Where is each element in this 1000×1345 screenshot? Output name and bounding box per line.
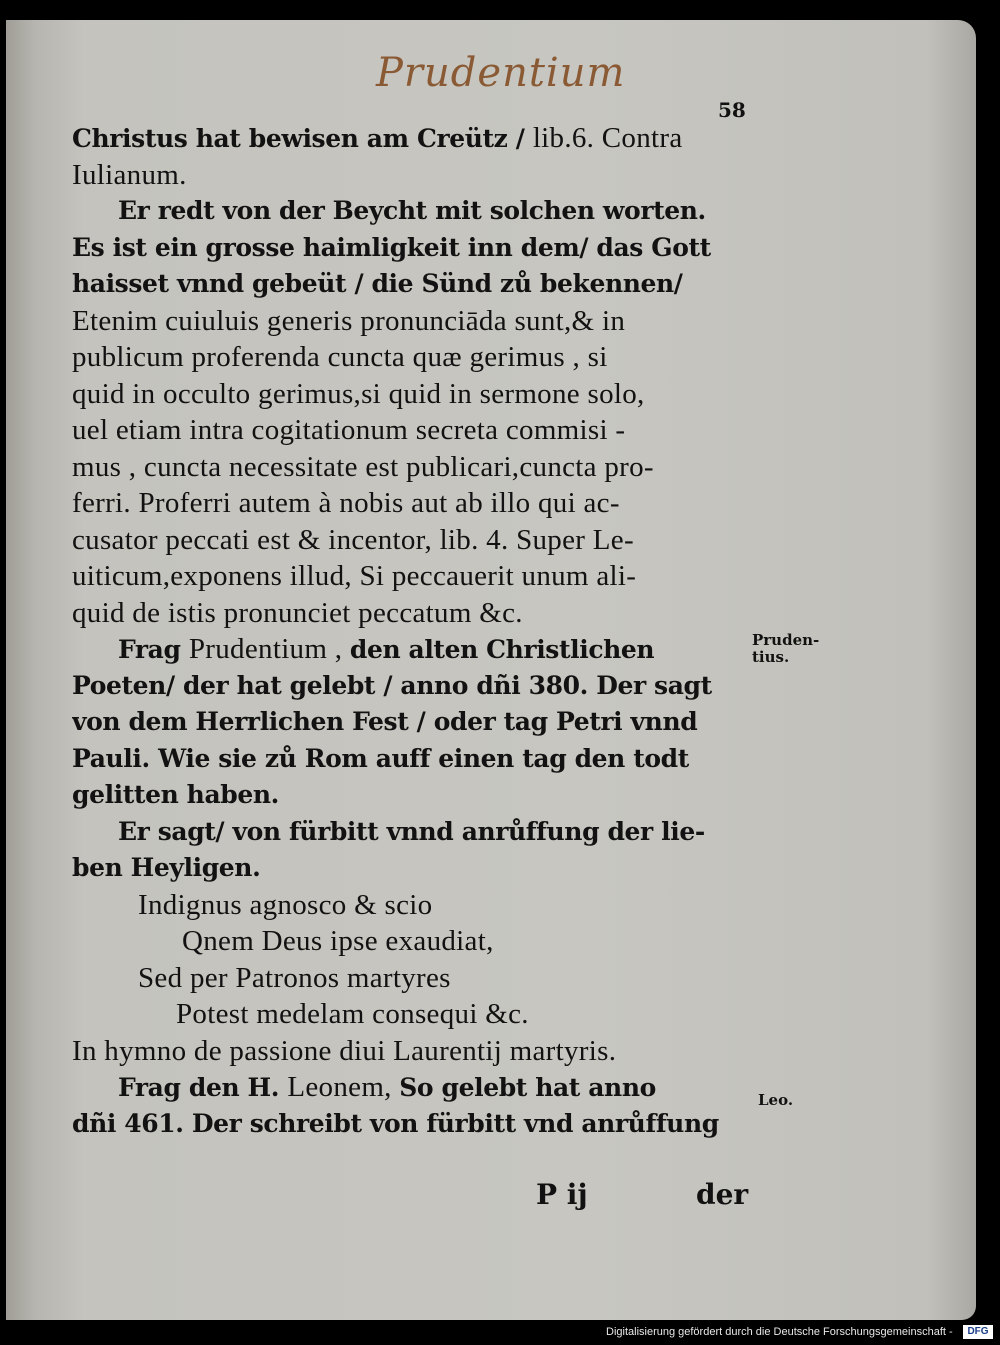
text-line	[72, 741, 762, 778]
latin-segment: In hymno de passione diui Laurentij martyris.	[72, 1034, 617, 1067]
book-page	[6, 20, 976, 1320]
dfg-logo: DFG	[963, 1325, 993, 1339]
latin-segment: quid de istis pronunciet peccatum &c.	[72, 596, 523, 629]
text-line	[72, 814, 762, 851]
text-line	[72, 1069, 762, 1106]
text-line	[72, 1106, 762, 1143]
side-note-prudentius	[752, 632, 819, 666]
blackletter-segment: Er redt von der Beycht mit solchen worten.	[118, 196, 706, 225]
text-line	[72, 777, 762, 814]
text-line	[72, 996, 762, 1033]
latin-segment: Indignus agnosco & scio	[138, 888, 433, 921]
blackletter-segment: Poeten/ der hat gelebt / anno dñi 380. Der sagt	[72, 670, 712, 700]
latin-segment: uiticum,exponens illud, Si peccauerit unum ali-	[72, 560, 637, 592]
text-line	[72, 230, 762, 267]
text-line	[72, 558, 762, 595]
text-line	[72, 960, 762, 997]
text-line	[72, 595, 762, 632]
latin-segment: Sed per Patronos martyres	[138, 961, 451, 994]
signature-mark: P ij	[536, 1178, 588, 1211]
text-line	[72, 631, 762, 668]
text-line	[72, 339, 762, 376]
latin-segment: Qnem Deus ipse exaudiat,	[182, 925, 494, 957]
blackletter-segment: gelitten haben.	[72, 780, 279, 809]
blackletter-segment: Pauli. Wie sie zů Rom auff einen tag den todt	[72, 743, 689, 773]
blackletter-segment: ben Heyligen.	[72, 853, 261, 882]
blackletter-segment: So gelebt hat anno	[399, 1073, 656, 1102]
handwritten-margin-note: Prudentium	[376, 50, 626, 96]
blackletter-segment: Christus hat bewisen am Creütz /	[72, 124, 533, 153]
text-line	[72, 120, 762, 157]
blackletter-segment: Es ist ein grosse haimligkeit inn dem/ das Gott	[72, 232, 711, 262]
latin-segment: Prudentium ,	[188, 633, 350, 665]
text-line	[72, 850, 762, 887]
text-line	[72, 266, 762, 303]
catchword: der	[696, 1178, 749, 1211]
blackletter-segment: dñi 461. Der schreibt von fürbitt vnd anrůffung	[72, 1108, 719, 1138]
text-line	[72, 412, 762, 449]
text-line	[72, 668, 762, 705]
main-text-block	[72, 120, 762, 1142]
blackletter-segment: haisset vnnd gebeüt / die Sünd zů bekennen/	[72, 269, 683, 298]
latin-segment: mus , cuncta necessitate est publicari,cuncta pro-	[72, 450, 654, 483]
latin-segment: Potest medelam consequi &c.	[176, 998, 529, 1030]
blackletter-segment: Frag	[118, 635, 189, 664]
latin-segment: quid in occulto gerimus,si quid in sermone solo,	[72, 377, 645, 410]
text-line	[72, 157, 762, 194]
blackletter-segment: von dem Herrlichen Fest / oder tag Petri vnnd	[72, 707, 698, 736]
text-line	[72, 522, 762, 559]
latin-segment: Etenim cuiuluis generis pronunciāda sunt,& in	[72, 304, 626, 337]
text-line	[72, 923, 762, 960]
text-line	[72, 376, 762, 413]
latin-segment: publicum proferenda cuncta quæ gerimus , si	[72, 341, 608, 373]
text-line	[72, 1033, 762, 1070]
text-line	[72, 485, 762, 522]
blackletter-segment: den alten Christlichen	[349, 635, 655, 664]
latin-segment: lib.6. Contra	[532, 122, 683, 154]
text-line	[72, 887, 762, 924]
latin-segment: Iulianum.	[72, 158, 187, 191]
text-line	[72, 193, 762, 230]
text-line	[72, 704, 762, 741]
latin-segment: ferri. Proferri autem à nobis aut ab illo qui ac-	[72, 487, 620, 519]
blackletter-segment: Frag den H.	[118, 1073, 288, 1102]
digitization-credit: Digitalisierung gefördert durch die Deutsche Forschungsgemeinschaft -	[606, 1326, 953, 1338]
latin-segment: Leonem,	[287, 1071, 400, 1103]
latin-segment: cusator peccati est & incentor, lib. 4. Super Le-	[72, 523, 634, 556]
text-line	[72, 449, 762, 486]
text-line	[72, 303, 762, 340]
blackletter-segment: Er sagt/ von fürbitt vnnd anrůffung der lie-	[118, 816, 705, 846]
folio-number: 58	[718, 98, 746, 122]
side-note-prudentius-text: Pruden- tius.	[752, 631, 820, 666]
latin-segment: uel etiam intra cogitationum secreta commisi -	[72, 414, 626, 446]
side-note-leo: Leo.	[758, 1091, 794, 1109]
